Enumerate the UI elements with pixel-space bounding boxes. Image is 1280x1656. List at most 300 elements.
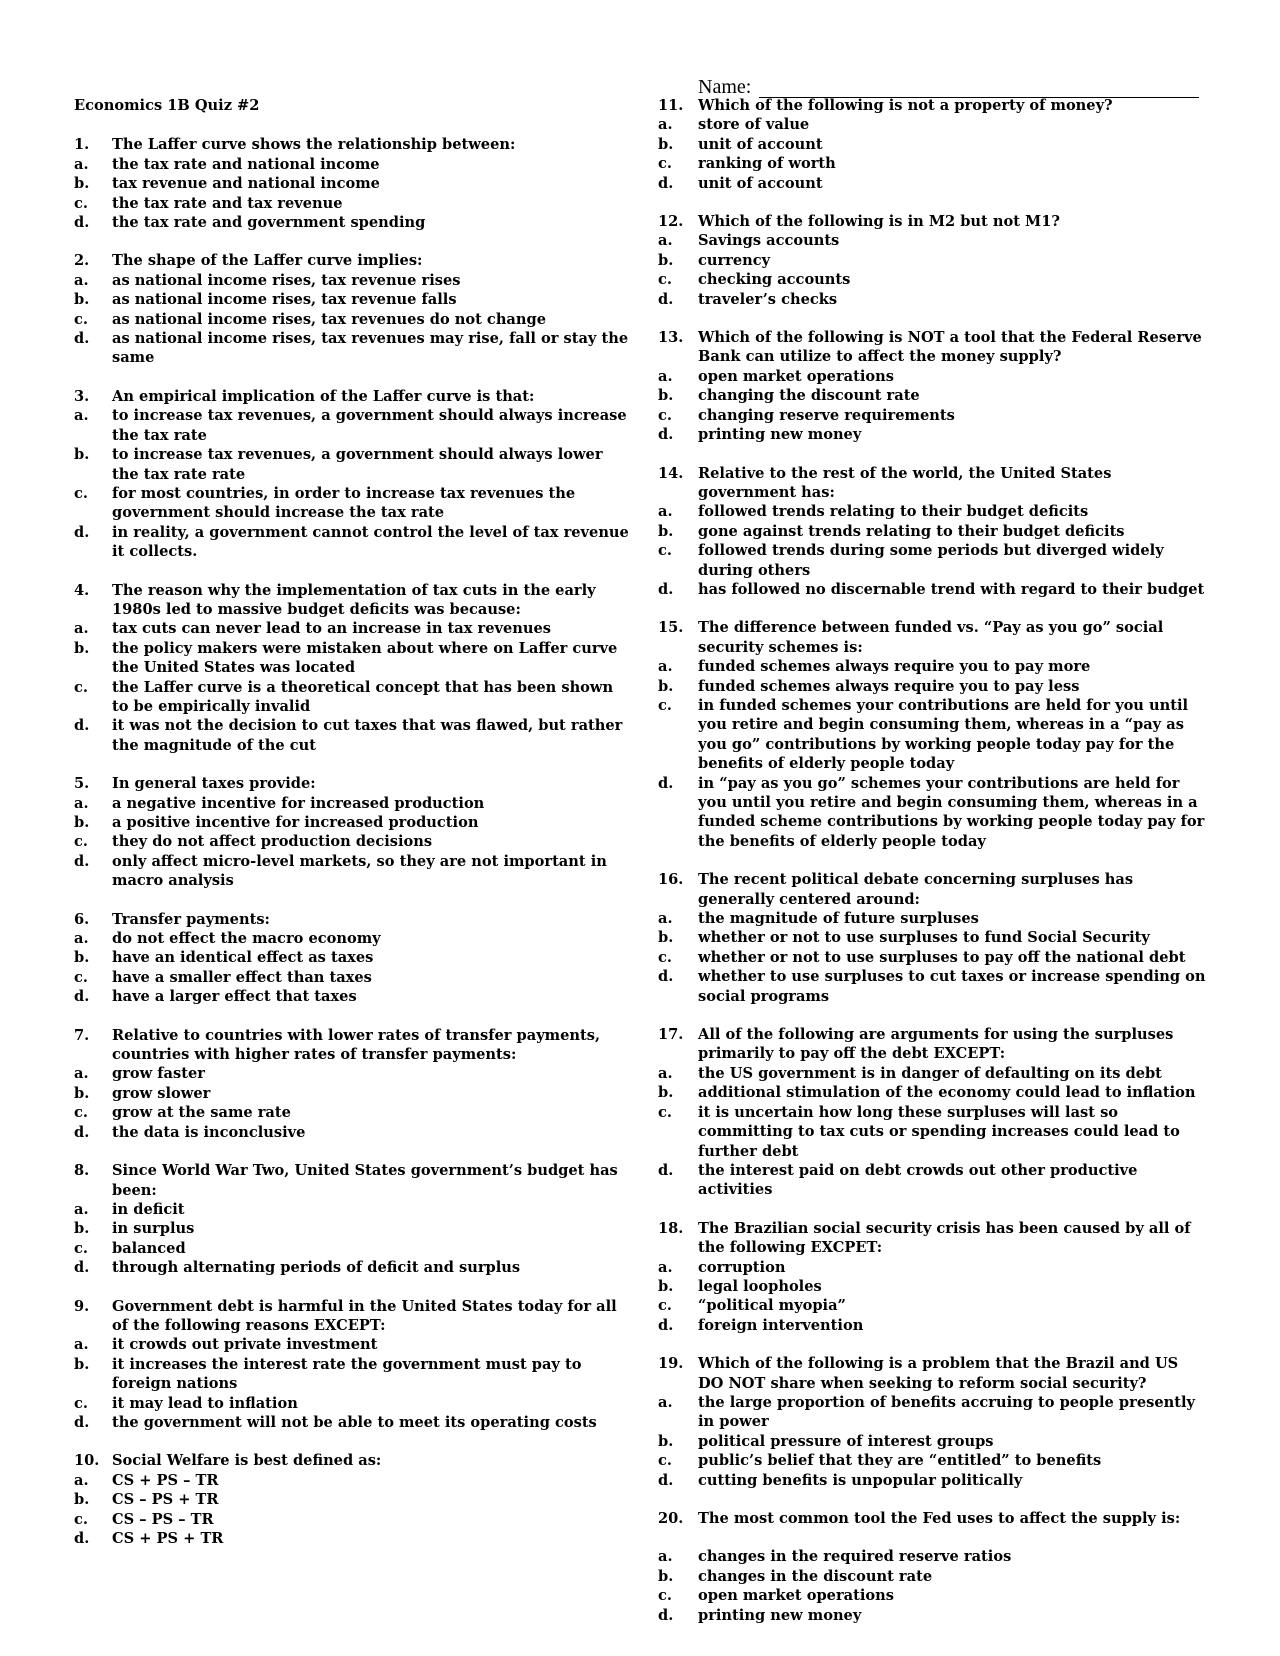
option-text: in funded schemes your contributions are held for you until you retire and begin consuming them, whereas in a “pay as you go” contributions by working people today pay for the benefits of elderly people today — [698, 696, 1189, 773]
option-text: grow at the same rate — [112, 1104, 291, 1122]
option-letter: d. — [658, 290, 674, 308]
answer-option — [74, 1355, 630, 1394]
question-stem — [658, 870, 1206, 909]
option-letter: b. — [74, 1220, 90, 1238]
option-letter: c. — [74, 194, 88, 212]
question-number: 12. — [658, 213, 684, 231]
option-text: traveler’s checks — [698, 290, 838, 308]
option-letter: c. — [74, 1510, 88, 1528]
option-text: the tax rate and national income — [112, 155, 380, 173]
answer-option — [74, 794, 630, 813]
option-letter: a. — [74, 1200, 89, 1218]
option-letter: c. — [658, 1452, 672, 1470]
question-stem — [658, 96, 1206, 115]
answer-option — [74, 639, 630, 678]
answer-option — [74, 1510, 630, 1529]
option-text: only affect micro-level markets, so they are not important in macro analysis — [112, 852, 607, 890]
option-letter: b. — [658, 387, 674, 405]
question-block — [658, 464, 1206, 600]
option-text: store of value — [698, 116, 810, 134]
question-stem — [658, 212, 1206, 231]
option-letter: d. — [658, 1161, 674, 1179]
option-text: for most countries, in order to increase tax revenues the government should increase the tax rate — [112, 484, 576, 522]
option-text: changing the discount rate — [698, 387, 920, 405]
option-letter: a. — [658, 910, 673, 928]
option-letter: c. — [74, 1104, 88, 1122]
question-text: The recent political debate concerning surpluses has generally centered around: — [698, 871, 1134, 908]
answer-option — [74, 1394, 630, 1413]
question-block — [74, 135, 630, 232]
question-block — [74, 581, 630, 756]
answer-option — [74, 813, 630, 832]
answer-option — [658, 522, 1206, 541]
option-letter: b. — [74, 1491, 90, 1509]
question-number: 11. — [658, 97, 684, 114]
option-letter: a. — [658, 1258, 673, 1276]
answer-option — [658, 541, 1206, 580]
option-letter: d. — [74, 1413, 90, 1431]
option-letter: d. — [74, 330, 90, 348]
option-letter: a. — [74, 271, 89, 289]
option-letter: b. — [74, 291, 90, 309]
option-letter: a. — [658, 658, 673, 676]
option-letter: b. — [74, 446, 90, 464]
question-text: All of the following are arguments for using the surpluses primarily to pay off the debt EXCEPT: — [698, 1026, 1174, 1063]
option-text: printing new money — [698, 426, 862, 444]
option-text: to increase tax revenues, a government should always lower the tax rate rate — [112, 446, 603, 483]
question-number: 1. — [74, 136, 90, 154]
option-text: as national income rises, tax revenue rises — [112, 271, 461, 289]
quiz-title: Economics 1B Quiz #2 — [74, 97, 260, 114]
option-letter: a. — [74, 930, 89, 948]
question-block — [74, 774, 630, 890]
answer-option — [658, 967, 1206, 1006]
answer-option — [658, 386, 1206, 405]
answer-option — [74, 948, 630, 967]
answer-option — [74, 1413, 630, 1432]
option-text: funded schemes always require you to pay more — [698, 658, 1091, 676]
option-text: CS – PS – TR — [112, 1510, 214, 1528]
option-letter: d. — [74, 717, 90, 735]
option-text: as national income rises, tax revenues do not change — [112, 310, 546, 328]
option-letter: b. — [74, 175, 90, 193]
question-number: 9. — [74, 1297, 90, 1315]
option-text: the tax rate and tax revenue — [112, 194, 343, 212]
option-letter: b. — [658, 929, 674, 947]
option-text: whether or not to use surpluses to pay off the national debt — [698, 948, 1186, 966]
question-number: 4. — [74, 581, 90, 599]
question-stem — [74, 1161, 630, 1200]
option-letter: b. — [658, 135, 674, 153]
option-text: the data is inconclusive — [112, 1123, 306, 1141]
option-text: ranking of worth — [698, 155, 836, 173]
question-stem — [658, 618, 1206, 657]
question-text: Which of the following is in M2 but not M1? — [698, 213, 1060, 231]
option-text: grow faster — [112, 1065, 205, 1083]
answer-option — [74, 987, 630, 1006]
answer-option — [658, 1567, 1206, 1586]
answer-option — [74, 852, 630, 891]
option-letter: c. — [658, 155, 672, 173]
option-text: the large proportion of benefits accruing to people presently in power — [698, 1393, 1195, 1431]
option-text: through alternating periods of deficit and surplus — [112, 1259, 521, 1277]
answer-option — [74, 1200, 630, 1219]
answer-option — [658, 1471, 1206, 1490]
answer-option — [658, 909, 1206, 928]
answer-option — [658, 696, 1206, 774]
question-block — [658, 328, 1206, 444]
question-text: The reason why the implementation of tax cuts in the early 1980s led to massive budget deficits was because: — [112, 581, 596, 618]
answer-option — [658, 251, 1206, 270]
option-text: funded schemes always require you to pay less — [698, 677, 1080, 695]
answer-option — [658, 115, 1206, 134]
question-block — [658, 870, 1206, 1006]
question-block — [658, 1025, 1206, 1200]
answer-option — [74, 174, 630, 193]
option-text: whether or not to use surpluses to fund Social Security — [698, 929, 1150, 947]
answer-option — [658, 154, 1206, 173]
option-letter: a. — [658, 116, 673, 134]
question-text: Social Welfare is best defined as: — [112, 1452, 382, 1470]
option-text: corruption — [698, 1258, 786, 1276]
right-column — [658, 96, 1206, 1644]
answer-option — [658, 928, 1206, 947]
question-text: Which of the following is a problem that the Brazil and US DO NOT share when seeking to reform social security? — [698, 1355, 1179, 1392]
option-letter: a. — [74, 1336, 89, 1354]
answer-option — [74, 290, 630, 309]
option-letter: d. — [658, 774, 674, 792]
option-letter: a. — [658, 232, 673, 250]
question-number: 17. — [658, 1026, 684, 1044]
answer-option — [74, 155, 630, 174]
option-letter: b. — [74, 639, 90, 657]
option-letter: d. — [74, 214, 90, 232]
option-letter: d. — [74, 1530, 90, 1547]
option-text: followed trends relating to their budget deficits — [698, 503, 1089, 521]
question-number: 14. — [658, 464, 684, 482]
option-letter: c. — [658, 1103, 672, 1121]
option-letter: c. — [74, 1239, 88, 1257]
option-text: to increase tax revenues, a government should always increase the tax rate — [112, 407, 627, 444]
question-stem — [74, 910, 630, 929]
question-number: 2. — [74, 252, 90, 270]
answer-option — [658, 502, 1206, 521]
option-letter: c. — [658, 1297, 672, 1315]
option-text: political pressure of interest groups — [698, 1432, 994, 1450]
answer-option — [74, 1335, 630, 1354]
option-text: it is uncertain how long these surpluses will last so committing to tax cuts or spending increases could lead to further debt — [698, 1103, 1180, 1160]
option-text: Savings accounts — [698, 232, 840, 250]
option-letter: b. — [74, 1084, 90, 1102]
question-text: An empirical implication of the Laffer curve is that: — [112, 387, 535, 405]
option-letter: d. — [74, 523, 90, 541]
question-stem — [74, 1451, 630, 1470]
option-letter: b. — [658, 1277, 674, 1295]
option-text: “political myopia” — [698, 1297, 846, 1315]
question-stem — [74, 581, 630, 620]
option-letter: c. — [74, 1394, 88, 1412]
option-text: the policy makers were mistaken about where on Laffer curve the United States was located — [112, 639, 618, 677]
answer-option — [74, 619, 630, 638]
option-text: open market operations — [698, 1587, 894, 1605]
option-letter: c. — [74, 968, 88, 986]
option-text: as national income rises, tax revenues may rise, fall or stay the same — [112, 330, 629, 367]
answer-option — [658, 1064, 1206, 1083]
answer-option — [658, 174, 1206, 193]
option-text: CS + PS + TR — [112, 1530, 224, 1547]
option-text: foreign intervention — [698, 1316, 864, 1334]
answer-option — [74, 1258, 630, 1277]
option-text: have a larger effect that taxes — [112, 988, 357, 1006]
option-letter: d. — [658, 968, 674, 986]
option-letter: b. — [658, 1567, 674, 1585]
option-letter: d. — [74, 1259, 90, 1277]
option-text: as national income rises, tax revenue falls — [112, 291, 457, 309]
option-letter: a. — [658, 1393, 673, 1411]
option-text: in reality, a government cannot control the level of tax revenue it collects. — [112, 523, 629, 561]
option-letter: a. — [74, 1471, 89, 1489]
option-text: the magnitude of future surpluses — [698, 910, 979, 928]
question-stem — [658, 328, 1206, 367]
option-text: followed trends during some periods but diverged widely during others — [698, 542, 1164, 579]
question-block — [74, 1451, 630, 1548]
answer-option — [658, 135, 1206, 154]
option-letter: b. — [74, 814, 90, 831]
question-number: 5. — [74, 775, 90, 793]
option-letter: c. — [658, 542, 672, 560]
question-stem — [658, 1509, 1206, 1528]
question-block — [74, 387, 630, 562]
answer-option — [658, 1586, 1206, 1605]
spacer — [658, 1528, 1206, 1547]
option-letter: a. — [658, 503, 673, 521]
option-letter: c. — [74, 484, 88, 502]
option-text: the US government is in danger of defaulting on its debt — [698, 1064, 1162, 1082]
option-text: changes in the required reserve ratios — [698, 1548, 1012, 1566]
question-text: Transfer payments: — [112, 910, 270, 928]
question-text: Since World War Two, United States government’s budget has been: — [112, 1162, 618, 1199]
option-letter: d. — [74, 1123, 90, 1141]
question-number: 19. — [658, 1355, 684, 1373]
question-number: 13. — [658, 329, 684, 347]
option-text: in deficit — [112, 1200, 185, 1218]
option-text: changing reserve requirements — [698, 406, 955, 424]
option-letter: c. — [74, 310, 88, 328]
option-text: it crowds out private investment — [112, 1336, 378, 1354]
answer-option — [74, 445, 630, 484]
answer-option — [74, 832, 630, 851]
answer-option — [74, 1103, 630, 1122]
option-text: it may lead to inflation — [112, 1394, 298, 1412]
option-text: balanced — [112, 1239, 186, 1257]
option-text: a negative incentive for increased production — [112, 794, 485, 812]
option-letter: c. — [658, 271, 672, 289]
question-number: 8. — [74, 1162, 90, 1180]
question-number: 7. — [74, 1026, 90, 1044]
question-stem — [658, 1025, 1206, 1064]
answer-option — [74, 1529, 630, 1548]
answer-option — [658, 1258, 1206, 1277]
question-block — [74, 1026, 630, 1142]
option-letter: d. — [658, 1316, 674, 1334]
question-number: 3. — [74, 387, 90, 405]
option-letter: c. — [658, 406, 672, 424]
question-text: The Laffer curve shows the relationship between: — [112, 136, 516, 154]
name-field — [698, 76, 1199, 98]
answer-option — [74, 194, 630, 213]
question-block — [658, 618, 1206, 851]
option-letter: a. — [74, 407, 89, 425]
left-column — [74, 96, 630, 1567]
option-text: public’s belief that they are “entitled” to benefits — [698, 1452, 1102, 1470]
question-stem — [658, 1354, 1206, 1393]
option-letter: a. — [74, 1065, 89, 1083]
option-letter: b. — [658, 1432, 674, 1450]
question-text: The Brazilian social security crisis has been caused by all of the following EXCPET: — [698, 1219, 1191, 1257]
answer-option — [658, 1432, 1206, 1451]
question-block — [658, 1219, 1206, 1335]
question-block — [658, 212, 1206, 309]
option-text: a positive incentive for increased production — [112, 814, 479, 831]
option-text: the tax rate and government spending — [112, 214, 426, 232]
option-letter: b. — [658, 677, 674, 695]
answer-option — [658, 1296, 1206, 1315]
answer-option — [658, 270, 1206, 289]
answer-option — [658, 406, 1206, 425]
name-label: Name: — [698, 76, 752, 98]
answer-option — [658, 1393, 1206, 1432]
option-text: gone against trends relating to their budget deficits — [698, 522, 1125, 540]
answer-option — [658, 1277, 1206, 1296]
question-block — [74, 1161, 630, 1277]
option-text: unit of account — [698, 174, 823, 192]
option-letter: d. — [658, 174, 674, 192]
answer-option — [74, 968, 630, 987]
option-text: checking accounts — [698, 271, 851, 289]
answer-option — [74, 523, 630, 562]
answer-option — [658, 425, 1206, 444]
option-letter: a. — [74, 155, 89, 173]
option-text: unit of account — [698, 135, 823, 153]
question-number: 16. — [658, 871, 684, 889]
question-stem — [74, 251, 630, 270]
option-letter: c. — [658, 1587, 672, 1605]
answer-option — [74, 1123, 630, 1142]
question-number: 20. — [658, 1510, 684, 1527]
question-stem — [74, 774, 630, 793]
answer-option — [658, 774, 1206, 852]
answer-option — [658, 1547, 1206, 1566]
option-text: in surplus — [112, 1220, 195, 1238]
question-block — [658, 1354, 1206, 1490]
option-text: CS + PS – TR — [112, 1471, 219, 1489]
option-text: it increases the interest rate the government must pay to foreign nations — [112, 1355, 582, 1393]
option-letter: b. — [658, 251, 674, 269]
question-stem — [74, 1297, 630, 1336]
answer-option — [74, 213, 630, 232]
answer-option — [658, 657, 1206, 676]
option-text: the government will not be able to meet its operating costs — [112, 1413, 597, 1431]
option-text: CS – PS + TR — [112, 1491, 219, 1509]
answer-option — [658, 1451, 1206, 1470]
question-text: Government debt is harmful in the United States today for all of the following reasons EXCEPT: — [112, 1297, 617, 1334]
answer-option — [74, 1490, 630, 1509]
answer-option — [658, 1161, 1206, 1200]
option-letter: d. — [74, 852, 90, 870]
question-text: In general taxes provide: — [112, 775, 316, 793]
option-text: whether to use surpluses to cut taxes or increase spending on social programs — [698, 968, 1206, 1005]
answer-option — [74, 1064, 630, 1083]
question-stem — [74, 135, 630, 154]
option-text: the Laffer curve is a theoretical concept that has been shown to be empirically invalid — [112, 678, 614, 715]
question-number: 15. — [658, 619, 684, 637]
option-letter: d. — [74, 988, 90, 1006]
answer-option — [74, 1084, 630, 1103]
option-letter: a. — [658, 1064, 673, 1082]
answer-option — [658, 1083, 1206, 1102]
left-question-list — [74, 135, 630, 1548]
option-letter: d. — [658, 1471, 674, 1489]
question-text: Relative to the rest of the world, the United States government has: — [698, 464, 1112, 501]
answer-option — [74, 406, 630, 445]
option-text: the interest paid on debt crowds out other productive activities — [698, 1161, 1138, 1199]
question-stem — [658, 1219, 1206, 1258]
option-letter: c. — [658, 948, 672, 966]
answer-option — [658, 1606, 1206, 1625]
answer-option — [74, 329, 630, 368]
answer-option — [74, 716, 630, 755]
question-block — [658, 1509, 1206, 1625]
right-question-list — [658, 96, 1206, 1625]
question-block — [74, 910, 630, 1007]
answer-option — [658, 1103, 1206, 1161]
option-text: do not effect the macro economy — [112, 930, 381, 948]
question-block — [658, 96, 1206, 193]
question-text: The difference between funded vs. “Pay as you go” social security schemes is: — [698, 619, 1164, 656]
answer-option — [74, 484, 630, 523]
option-letter: b. — [74, 1355, 90, 1373]
option-letter: c. — [74, 833, 88, 851]
question-text: Relative to countries with lower rates of transfer payments, countries with higher rates of transfer payments: — [112, 1026, 601, 1064]
question-stem — [74, 387, 630, 406]
option-letter: b. — [658, 522, 674, 540]
option-letter: b. — [658, 1084, 674, 1102]
answer-option — [658, 948, 1206, 967]
option-letter: a. — [74, 620, 89, 638]
question-stem — [658, 464, 1206, 503]
answer-option — [658, 1316, 1206, 1335]
option-letter: c. — [658, 696, 672, 714]
option-text: has followed no discernable trend with regard to their budget — [698, 580, 1205, 598]
option-letter: a. — [74, 794, 89, 812]
answer-option — [74, 1219, 630, 1238]
question-text: Which of the following is not a property of money? — [698, 97, 1113, 114]
answer-option — [74, 929, 630, 948]
answer-option — [658, 367, 1206, 386]
option-text: in “pay as you go” schemes your contributions are held for you until you retire and begin consuming them, whereas in a funded scheme contributions by working people today pay for the benefits of elderly people today — [698, 774, 1205, 850]
option-text: they do not affect production decisions — [112, 833, 433, 851]
option-letter: d. — [658, 426, 674, 444]
option-text: have an identical effect as taxes — [112, 949, 374, 967]
answer-option — [658, 290, 1206, 309]
option-text: changes in the discount rate — [698, 1567, 933, 1585]
question-text: The shape of the Laffer curve implies: — [112, 252, 423, 270]
answer-option — [74, 678, 630, 717]
question-number: 6. — [74, 910, 90, 928]
option-letter: a. — [658, 1548, 673, 1566]
question-stem — [74, 1026, 630, 1065]
question-block — [74, 251, 630, 367]
